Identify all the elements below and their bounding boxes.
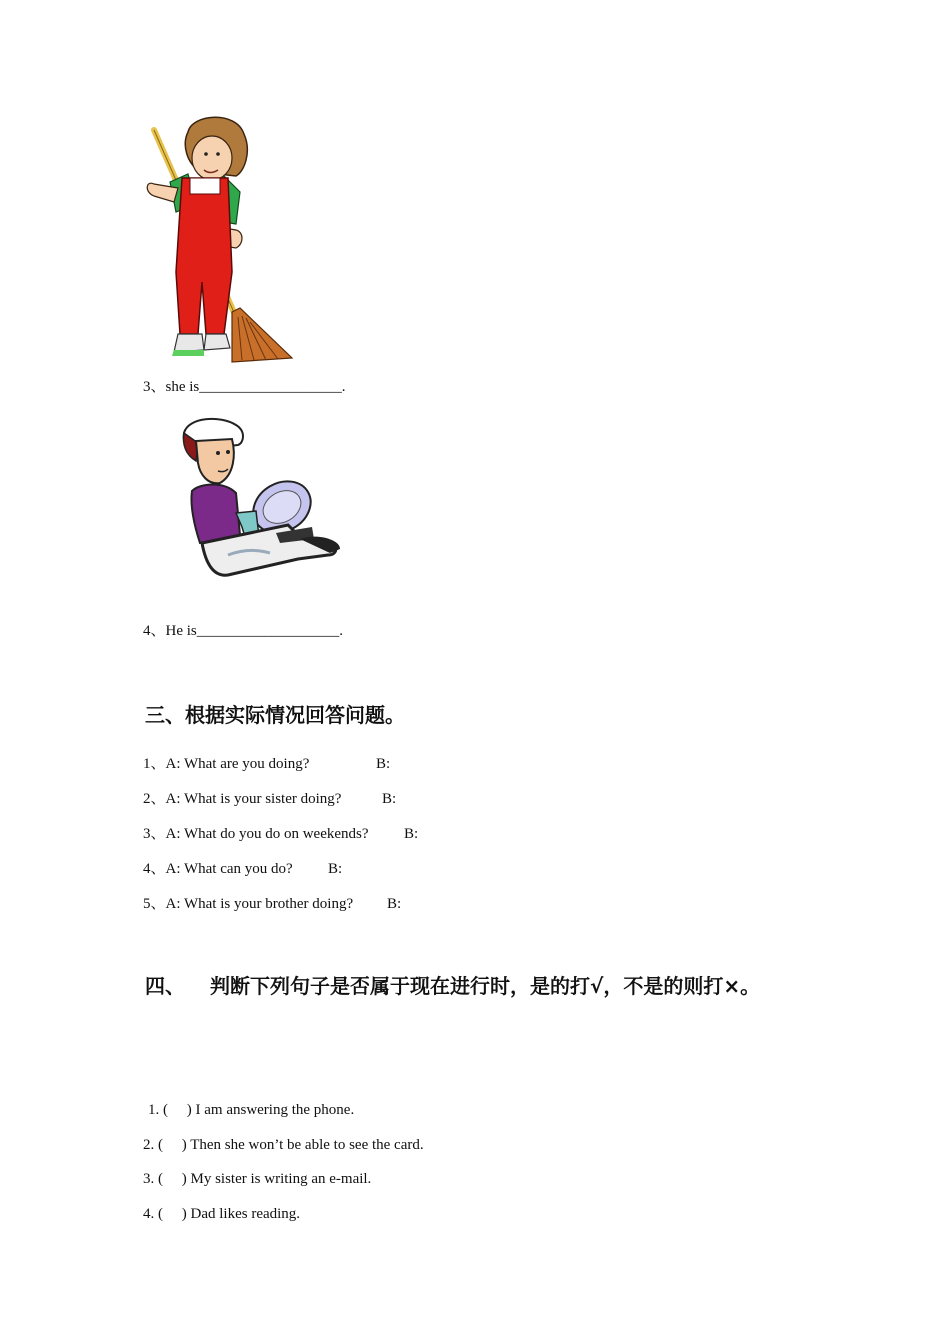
answer-3-label: B: (404, 826, 419, 842)
question-1: 1、A: What are you doing? (143, 756, 310, 772)
judge-item-number: 2. (143, 1137, 155, 1153)
judge-item-number: 1. (148, 1102, 160, 1118)
item-3-fill-blank: 3、she is___________________. (143, 379, 346, 395)
girl-sweeping-illustration (140, 112, 300, 367)
question-5: 5、A: What is your brother doing? (143, 896, 354, 912)
answer-parenthesis[interactable]: ( ) (158, 1137, 187, 1153)
judge-item-2 (143, 1136, 424, 1154)
judge-item-number: 3. (143, 1171, 155, 1187)
question-3: 3、A: What do you do on weekends? (143, 826, 369, 842)
answer-parenthesis[interactable]: ( ) (158, 1206, 187, 1222)
judge-item-sentence: My sister is writing an e-mail. (190, 1171, 372, 1187)
question-2: 2、A: What is your sister doing? (143, 791, 342, 807)
section-4-number: 四、 (145, 974, 185, 998)
judge-item-3 (143, 1170, 371, 1188)
judge-item-1 (148, 1101, 354, 1119)
answer-5-label: B: (387, 896, 402, 912)
answer-4-label: B: (328, 861, 343, 877)
judge-item-sentence: I am answering the phone. (195, 1102, 355, 1118)
judge-item-sentence: Then she won’t be able to see the card. (190, 1137, 424, 1153)
boy-washing-dishes-illustration (180, 415, 345, 580)
answer-parenthesis[interactable]: ( ) (163, 1102, 192, 1118)
answer-2-label: B: (382, 791, 397, 807)
answer-1-label: B: (376, 756, 391, 772)
judge-item-sentence: Dad likes reading. (190, 1206, 301, 1222)
item-4-fill-blank: 4、He is___________________. (143, 623, 343, 639)
section-4-heading: 判断下列句子是否属于现在进行时，是的打√，不是的则打×。 (210, 974, 761, 998)
judge-item-4 (143, 1205, 300, 1223)
question-4: 4、A: What can you do? (143, 861, 293, 877)
section-3-heading: 三、根据实际情况回答问题。 (145, 703, 405, 727)
answer-parenthesis[interactable]: ( ) (158, 1171, 187, 1187)
judge-item-number: 4. (143, 1206, 155, 1222)
